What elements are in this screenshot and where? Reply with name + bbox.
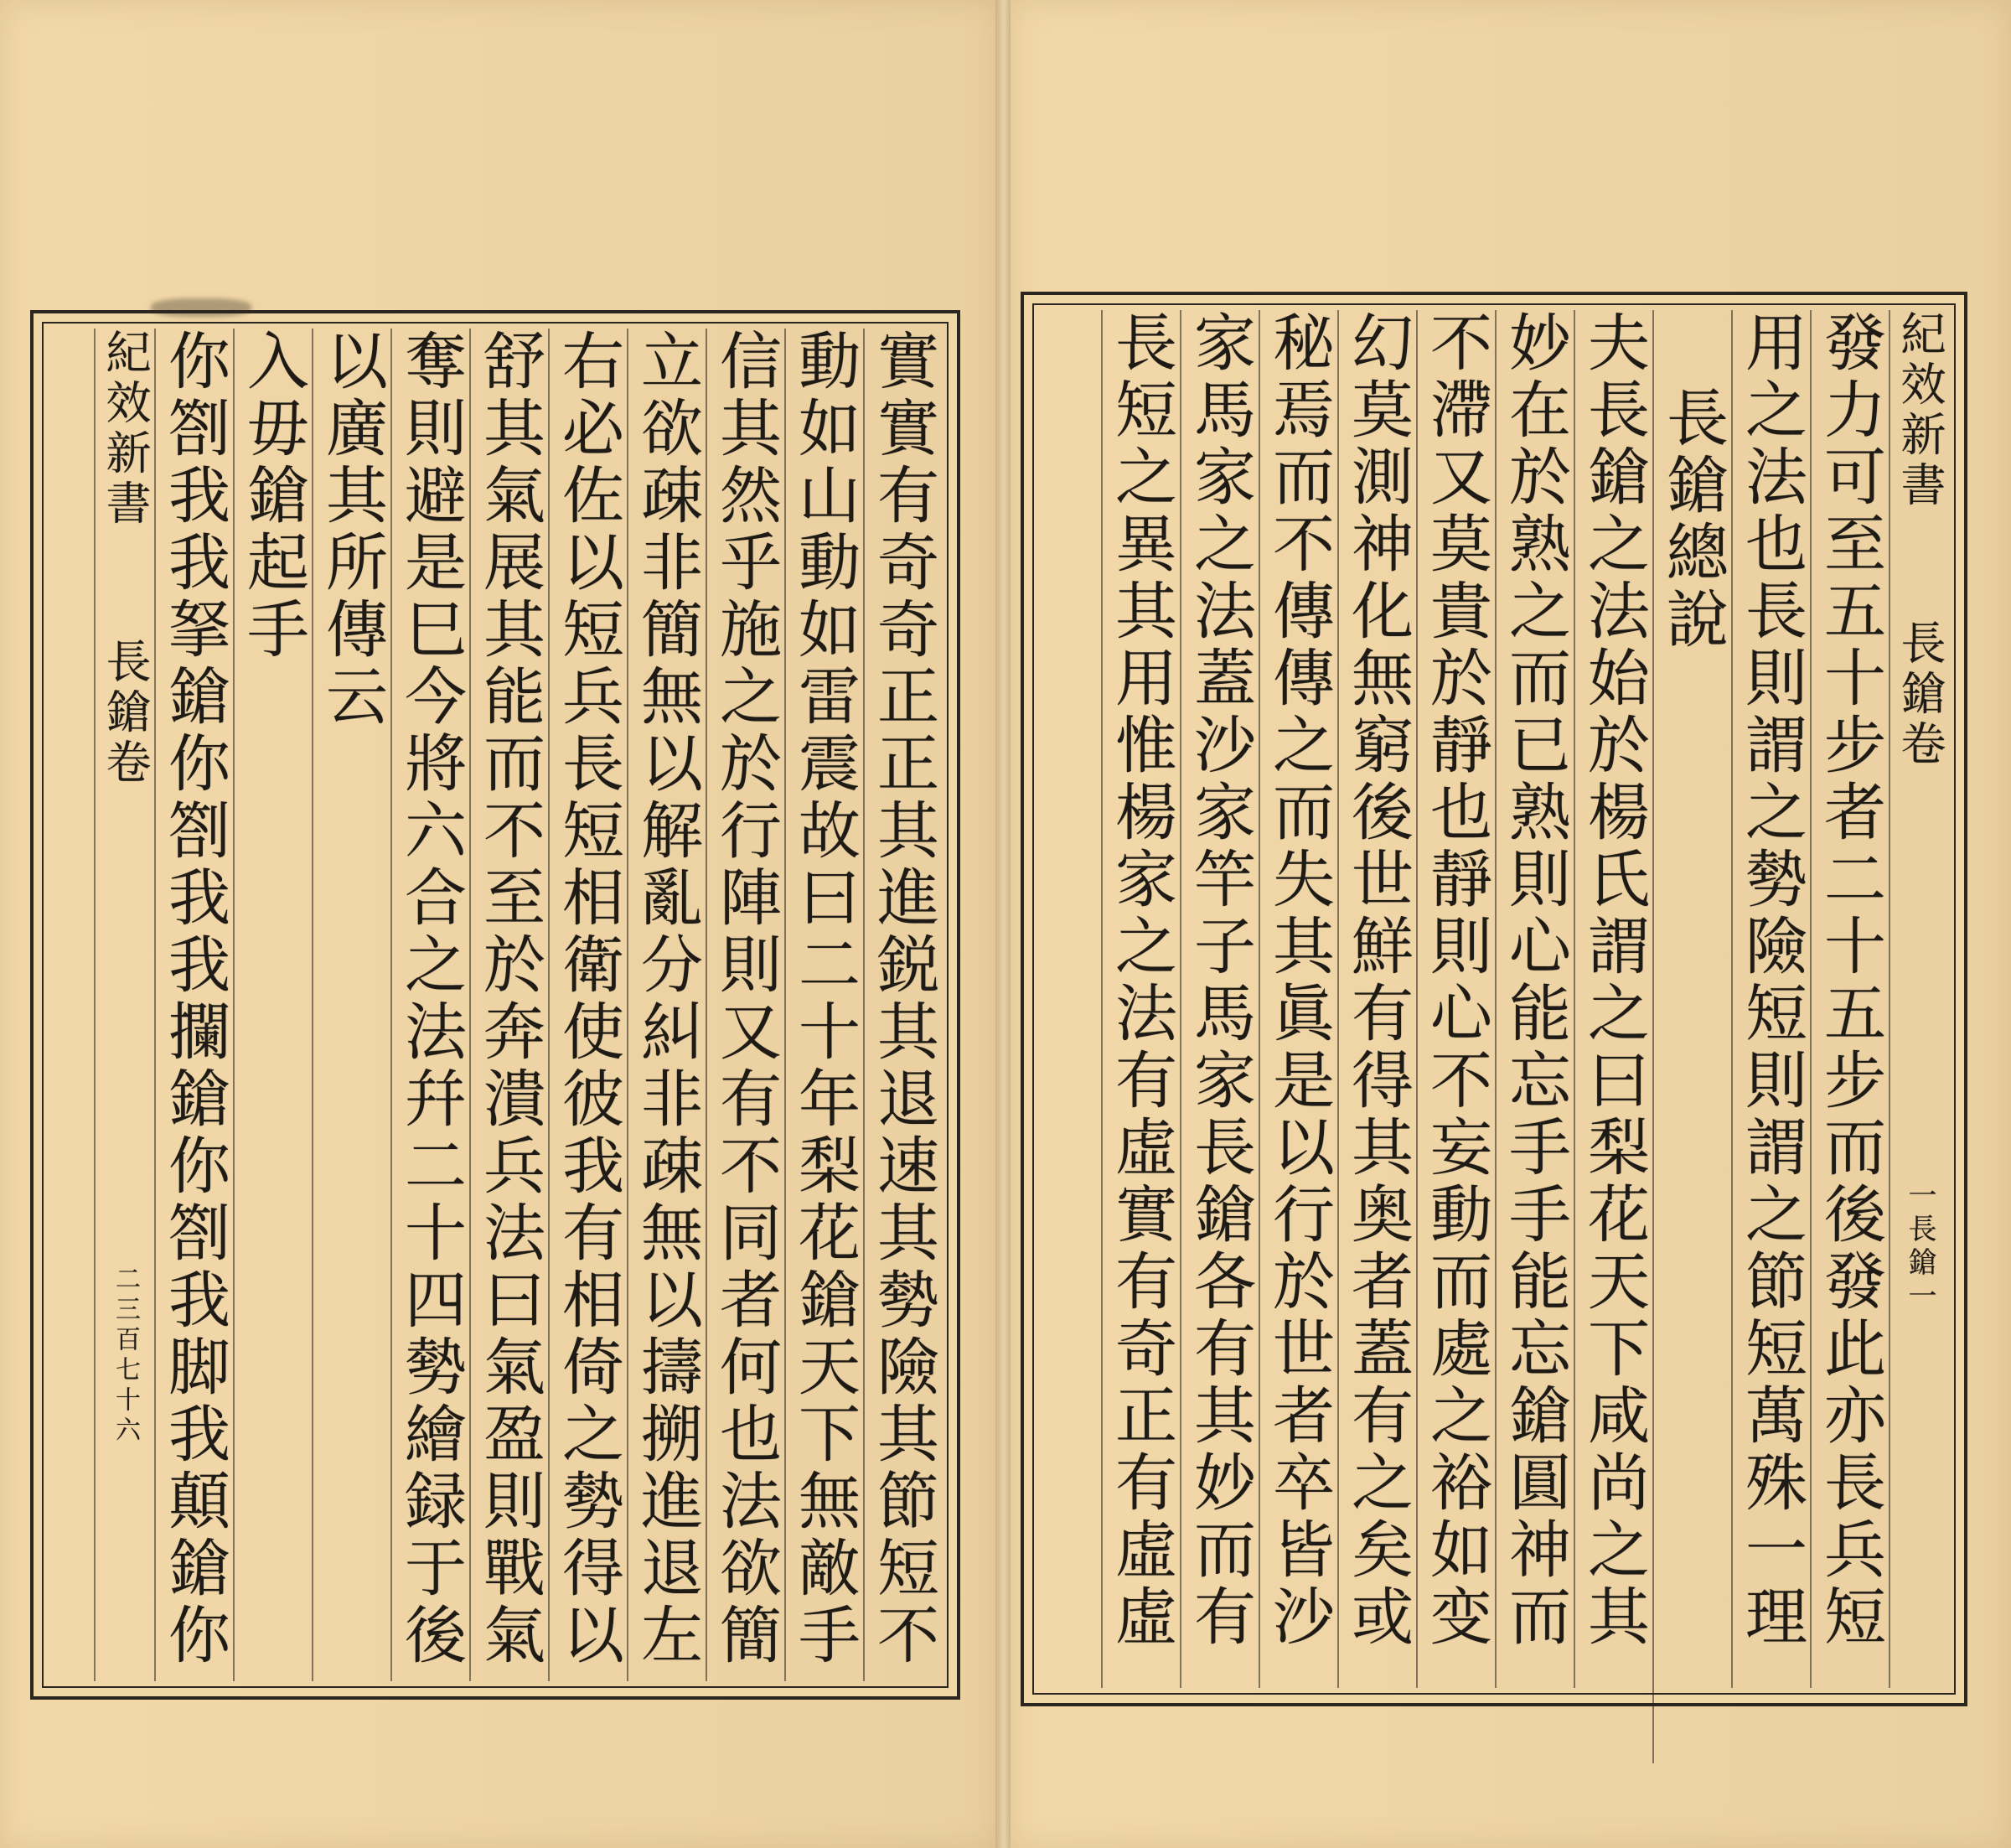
section-heading: 入毋鎗起手 bbox=[233, 329, 312, 1681]
text-column: 用之法也長則謂之勢險短則謂之節短萬殊一理 bbox=[1731, 310, 1810, 1688]
text-column: 立欲疎非簡無以解亂分糾非疎無以擣搠進退左 bbox=[627, 329, 706, 1681]
text-column: 你劄我我拏鎗你劄我我攔鎗你劄我脚我顛鎗你 bbox=[154, 329, 233, 1681]
text-column: 舒其氣展其能而不至於奔潰兵法曰氣盈則戰氣 bbox=[469, 329, 548, 1681]
text-column: 以廣其所傳云 bbox=[312, 329, 390, 1681]
text-column: 家馬家之法蓋沙家竿子馬家長鎗各有其妙而有 bbox=[1180, 310, 1259, 1688]
right-page-text bbox=[1039, 310, 1949, 1688]
text-column: 實實有奇奇正正其進鋭其退速其勢險其節短不 bbox=[863, 329, 942, 1681]
margin-chapter: 長鎗卷 bbox=[99, 638, 152, 789]
text-column: 不滯又莫貴於靜也靜則心不妄動而處之裕如变 bbox=[1416, 310, 1495, 1688]
text-column: 奪則避是巳今將六合之法幷二十四勢繪録于後 bbox=[390, 329, 469, 1681]
margin-page-label: 一長鎗一 bbox=[1903, 1180, 1936, 1314]
ink-smudge bbox=[151, 298, 251, 317]
text-column: 夫長鎗之法始於楊氏謂之曰梨花天下咸尚之其 bbox=[1574, 310, 1652, 1688]
right-page bbox=[1011, 0, 2011, 1848]
left-page bbox=[0, 0, 997, 1848]
right-page-frame bbox=[1021, 292, 1967, 1706]
margin-column bbox=[1889, 310, 1949, 1688]
book-gutter bbox=[995, 0, 1012, 1848]
text-column: 幻莫測神化無窮後世鮮有得其奥者蓋有之矣或 bbox=[1337, 310, 1416, 1688]
margin-column bbox=[94, 329, 154, 1681]
margin-title: 紀效新書 bbox=[1894, 310, 1946, 511]
left-page-frame bbox=[30, 310, 960, 1700]
margin-title: 紀效新書 bbox=[99, 329, 152, 530]
margin-page-number: 二三百七十六 bbox=[111, 1266, 140, 1447]
text-column: 發力可至五十步者二十五步而後發此亦長兵短 bbox=[1810, 310, 1889, 1688]
text-column: 右必佐以短兵長短相衛使彼我有相倚之勢得以 bbox=[548, 329, 627, 1681]
left-page-text bbox=[49, 329, 942, 1681]
text-column: 信其然乎施之於行陣則又有不同者何也法欲簡 bbox=[706, 329, 784, 1681]
section-heading: 長鎗總說 bbox=[1652, 310, 1731, 1763]
text-column: 長短之異其用惟楊家之法有虛實有奇正有虛虛 bbox=[1101, 310, 1180, 1688]
text-column: 秘焉而不傳傳之而失其眞是以行於世者卒皆沙 bbox=[1259, 310, 1337, 1688]
text-column: 妙在於熟之而已熟則心能忘手手能忘鎗圓神而 bbox=[1495, 310, 1574, 1688]
margin-chapter: 長鎗卷 bbox=[1894, 619, 1946, 770]
text-column: 動如山動如雷震故曰二十年梨花鎗天下無敵手 bbox=[784, 329, 863, 1681]
